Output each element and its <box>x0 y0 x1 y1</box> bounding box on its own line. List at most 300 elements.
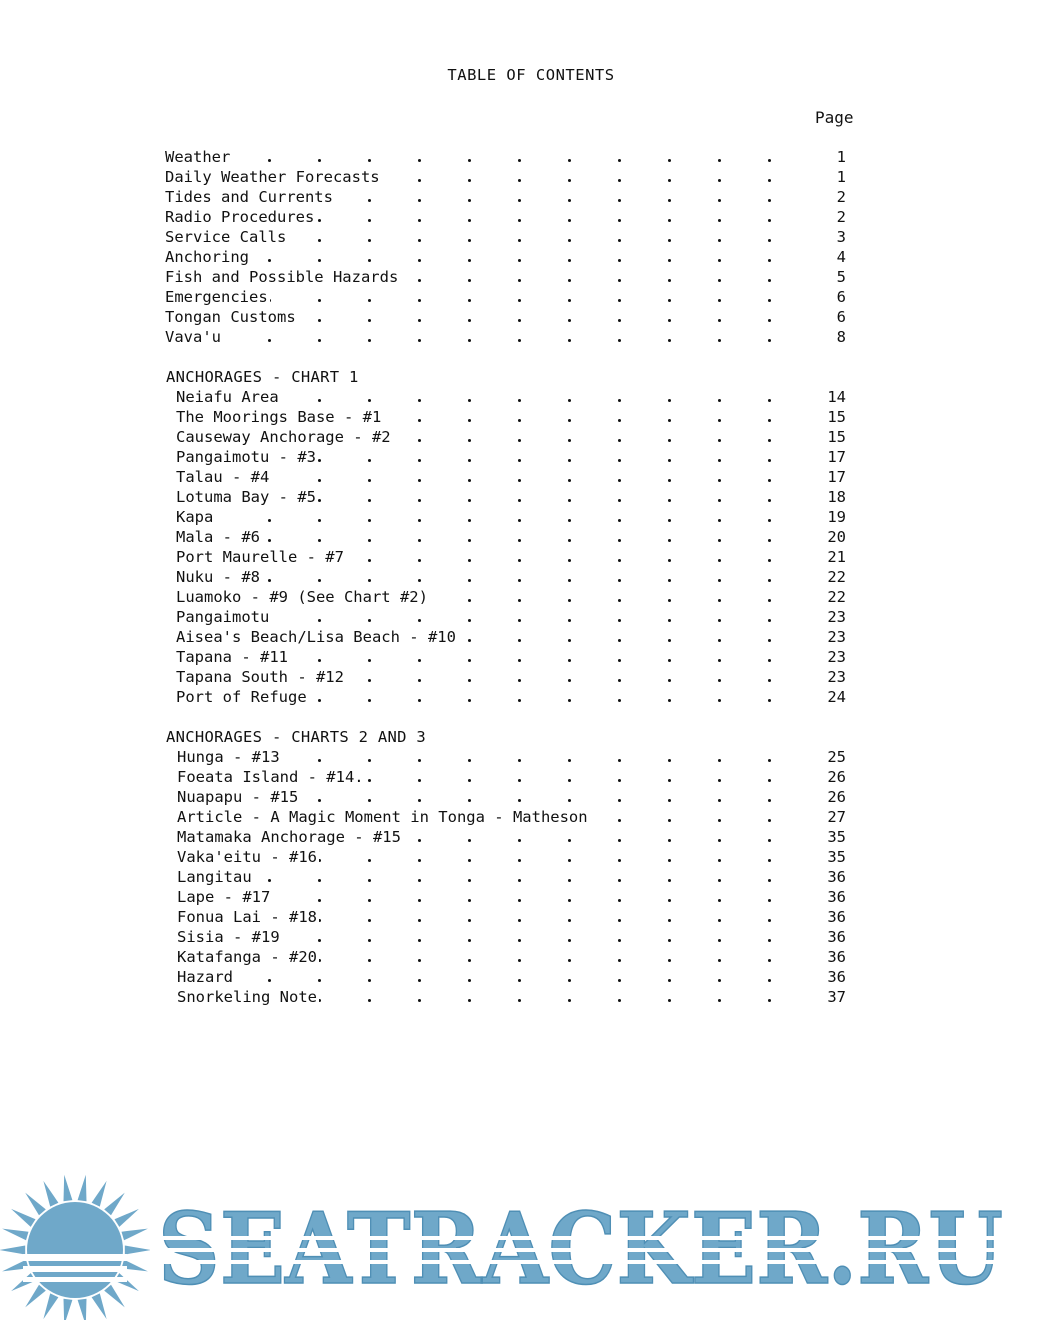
leader-dot <box>668 759 671 762</box>
leader-dot <box>768 939 771 942</box>
sun-ray <box>64 1175 73 1202</box>
leader-dot <box>268 539 271 542</box>
leader-dot <box>718 239 721 242</box>
leader-dot <box>618 899 621 902</box>
leader-dot <box>568 899 571 902</box>
leader-dot <box>418 799 421 802</box>
leader-dot <box>368 519 371 522</box>
leader-dot <box>668 619 671 622</box>
leader-dot <box>318 159 321 162</box>
leader-dot <box>718 619 721 622</box>
leader-dot <box>568 999 571 1002</box>
toc-entry-label: Tapana - #11 <box>176 648 288 666</box>
leader-dot <box>568 879 571 882</box>
leader-dot <box>718 219 721 222</box>
leader-dot <box>718 839 721 842</box>
sun-ray <box>78 1299 87 1320</box>
toc-entry-label: Fish and Possible Hazards <box>165 268 399 286</box>
toc-entry <box>0 907 1020 927</box>
leader-dot <box>618 259 621 262</box>
leader-dot <box>518 879 521 882</box>
leader-dot <box>618 759 621 762</box>
leader-dot <box>418 559 421 562</box>
leader-dot <box>668 599 671 602</box>
toc-entry-label: Causeway Anchorage - #2 <box>176 428 391 446</box>
toc-entry <box>0 327 1020 347</box>
leader-dot <box>318 319 321 322</box>
leader-dot <box>518 939 521 942</box>
leader-dots <box>268 927 788 947</box>
leader-dot <box>618 939 621 942</box>
leader-dot <box>518 699 521 702</box>
leader-dot <box>318 899 321 902</box>
leader-dot <box>418 979 421 982</box>
watermark-logo <box>0 1170 1020 1320</box>
leader-dot <box>468 339 471 342</box>
leader-dot <box>718 299 721 302</box>
leader-dot <box>618 479 621 482</box>
leader-dot <box>568 699 571 702</box>
leader-dot <box>568 859 571 862</box>
leader-dot <box>668 959 671 962</box>
leader-dot <box>718 579 721 582</box>
leader-dots <box>268 247 788 267</box>
leader-dot <box>718 179 721 182</box>
leader-dot <box>318 619 321 622</box>
sun-ray <box>43 1293 58 1319</box>
leader-dot <box>518 959 521 962</box>
toc-entry <box>0 627 1020 647</box>
leader-dot <box>768 499 771 502</box>
leader-dot <box>668 639 671 642</box>
toc-entry-label: Service Calls <box>165 228 287 246</box>
leader-dot <box>518 859 521 862</box>
leader-dot <box>318 259 321 262</box>
toc-entry-label: Tides and Currents <box>165 188 333 206</box>
leader-dot <box>568 839 571 842</box>
leader-dot <box>468 219 471 222</box>
leader-dots <box>268 447 788 467</box>
leader-dot <box>768 979 771 982</box>
leader-dot <box>718 399 721 402</box>
leader-dot <box>768 179 771 182</box>
leader-dot <box>468 939 471 942</box>
toc-entry-label: Hazard <box>177 968 233 986</box>
toc-entry <box>0 807 1020 827</box>
toc-entry <box>0 747 1020 767</box>
leader-dot <box>768 519 771 522</box>
toc-entry-page: 15 <box>827 428 846 446</box>
toc-entry <box>0 767 1020 787</box>
leader-dot <box>768 159 771 162</box>
leader-dot <box>418 499 421 502</box>
leader-dot <box>518 219 521 222</box>
leader-dot <box>518 659 521 662</box>
leader-dot <box>368 339 371 342</box>
sun-ray <box>115 1209 139 1227</box>
leader-dot <box>418 279 421 282</box>
leader-dot <box>768 919 771 922</box>
toc-entry <box>0 187 1020 207</box>
toc-entry-label: Snorkeling Note <box>177 988 317 1006</box>
sun-ray <box>92 1181 107 1207</box>
leader-dot <box>368 299 371 302</box>
sun-ray <box>125 1246 151 1255</box>
leader-dot <box>568 659 571 662</box>
leader-dot <box>768 779 771 782</box>
leader-dot <box>668 879 671 882</box>
toc-entry-page: 25 <box>827 748 846 766</box>
leader-dot <box>468 519 471 522</box>
toc-entry-page: 6 <box>836 308 846 326</box>
leader-dot <box>418 179 421 182</box>
leader-dot <box>768 599 771 602</box>
leader-dot <box>668 319 671 322</box>
leader-dot <box>618 799 621 802</box>
leader-dot <box>518 239 521 242</box>
leader-dot <box>318 979 321 982</box>
leader-dot <box>618 499 621 502</box>
leader-dot <box>418 999 421 1002</box>
leader-dot <box>668 859 671 862</box>
leader-dot <box>668 399 671 402</box>
leader-dot <box>468 399 471 402</box>
leader-dot <box>318 579 321 582</box>
leader-dot <box>718 159 721 162</box>
sun-ray <box>64 1299 73 1320</box>
leader-dot <box>468 979 471 982</box>
leader-dot <box>368 779 371 782</box>
leader-dot <box>518 559 521 562</box>
toc-entry-label: Port of Refuge <box>176 688 307 706</box>
leader-dot <box>768 539 771 542</box>
sun-ray <box>122 1229 148 1241</box>
leader-dot <box>368 579 371 582</box>
leader-dot <box>518 399 521 402</box>
leader-dot <box>368 539 371 542</box>
toc-entry-page: 22 <box>827 568 846 586</box>
toc-entry <box>0 427 1020 447</box>
leader-dot <box>518 919 521 922</box>
toc-entry-label: Nuku - #8 <box>176 568 260 586</box>
leader-dot <box>718 599 721 602</box>
leader-dot <box>418 299 421 302</box>
toc-entry-page: 17 <box>827 448 846 466</box>
leader-dot <box>768 319 771 322</box>
leader-dot <box>568 799 571 802</box>
leader-dot <box>518 259 521 262</box>
leader-dot <box>768 699 771 702</box>
leader-dot <box>418 679 421 682</box>
leader-dot <box>468 999 471 1002</box>
leader-dot <box>718 499 721 502</box>
leader-dot <box>668 179 671 182</box>
sun-ray <box>78 1175 87 1202</box>
toc-entry-label: Daily Weather Forecasts <box>165 168 380 186</box>
leader-dot <box>518 599 521 602</box>
leader-dot <box>768 479 771 482</box>
leader-dot <box>668 979 671 982</box>
leader-dot <box>468 419 471 422</box>
sun-ray <box>104 1193 125 1216</box>
sun-ray <box>25 1285 46 1308</box>
toc-entry-page: 36 <box>827 948 846 966</box>
toc-entry-page: 19 <box>827 508 846 526</box>
leader-dot <box>768 259 771 262</box>
leader-dot <box>418 899 421 902</box>
leader-dot <box>418 579 421 582</box>
leader-dot <box>318 799 321 802</box>
leader-dot <box>668 819 671 822</box>
leader-dot <box>368 999 371 1002</box>
leader-dot <box>668 659 671 662</box>
toc-entry-page: 1 <box>836 168 846 186</box>
leader-dot <box>318 699 321 702</box>
leader-dot <box>518 179 521 182</box>
leader-dot <box>668 159 671 162</box>
leader-dot <box>718 279 721 282</box>
toc-entry-page: 24 <box>827 688 846 706</box>
toc-entry-page: 27 <box>827 808 846 826</box>
sun-ray <box>25 1193 46 1216</box>
leader-dot <box>468 779 471 782</box>
toc-entry <box>0 487 1020 507</box>
toc-entry-label: Matamaka Anchorage - #15 <box>177 828 401 846</box>
toc-entry-label: Mala - #6 <box>176 528 260 546</box>
leader-dot <box>618 639 621 642</box>
leader-dot <box>468 919 471 922</box>
leader-dot <box>718 899 721 902</box>
leader-dot <box>568 639 571 642</box>
leader-dot <box>768 339 771 342</box>
leader-dot <box>418 439 421 442</box>
leader-dot <box>318 299 321 302</box>
leader-dot <box>618 699 621 702</box>
leader-dot <box>618 999 621 1002</box>
leader-dot <box>318 539 321 542</box>
leader-dot <box>318 519 321 522</box>
sun-ray <box>11 1273 35 1291</box>
leader-dots <box>268 567 788 587</box>
sun-ray <box>0 1246 25 1255</box>
toc-entry-page: 23 <box>827 628 846 646</box>
leader-dot <box>618 159 621 162</box>
page-column-label: Page <box>815 108 854 127</box>
leader-dot <box>718 819 721 822</box>
leader-dot <box>368 659 371 662</box>
leader-dot <box>768 859 771 862</box>
leader-dot <box>768 579 771 582</box>
leader-dot <box>568 419 571 422</box>
leader-dot <box>418 399 421 402</box>
leader-dot <box>768 799 771 802</box>
leader-dot <box>468 679 471 682</box>
leader-dot <box>418 959 421 962</box>
leader-dot <box>568 979 571 982</box>
leader-dot <box>368 459 371 462</box>
leader-dot <box>668 199 671 202</box>
leader-dot <box>368 239 371 242</box>
leader-dot <box>418 539 421 542</box>
leader-dot <box>518 519 521 522</box>
leader-dots <box>268 947 788 967</box>
toc-entry-page: 20 <box>827 528 846 546</box>
leader-dot <box>418 659 421 662</box>
leader-dots <box>268 547 788 567</box>
sun-ray <box>11 1209 35 1227</box>
leader-dot <box>468 619 471 622</box>
leader-dot <box>768 399 771 402</box>
leader-dot <box>768 659 771 662</box>
toc-entry <box>0 867 1020 887</box>
toc-entry-label: Lape - #17 <box>177 888 271 906</box>
leader-dot <box>768 199 771 202</box>
toc-entry <box>0 967 1020 987</box>
leader-dot <box>718 999 721 1002</box>
toc-entry-label: Neiafu Area <box>176 388 279 406</box>
leader-dots <box>268 647 788 667</box>
leader-dot <box>568 179 571 182</box>
toc-entry-label: Vaka'eitu - #16 <box>177 848 317 866</box>
toc-entry-page: 21 <box>827 548 846 566</box>
leader-dot <box>668 579 671 582</box>
leader-dot <box>518 899 521 902</box>
toc-entry-page: 23 <box>827 648 846 666</box>
leader-dot <box>668 939 671 942</box>
leader-dot <box>668 999 671 1002</box>
toc-entry-label: Fonua Lai - #18 <box>177 908 317 926</box>
leader-dot <box>418 159 421 162</box>
sun-ray <box>43 1181 58 1207</box>
leader-dot <box>568 399 571 402</box>
leader-dot <box>268 579 271 582</box>
leader-dot <box>618 819 621 822</box>
leader-dot <box>318 759 321 762</box>
leader-dots <box>268 687 788 707</box>
leader-dot <box>468 899 471 902</box>
toc-entry-label: Tongan Customs <box>165 308 296 326</box>
leader-dot <box>518 999 521 1002</box>
leader-dot <box>418 859 421 862</box>
leader-dot <box>568 199 571 202</box>
leader-dots <box>268 187 788 207</box>
leader-dot <box>418 879 421 882</box>
leader-dots <box>268 607 788 627</box>
leader-dot <box>668 279 671 282</box>
leader-dot <box>368 479 371 482</box>
toc-title: TABLE OF CONTENTS <box>447 66 615 84</box>
leader-dot <box>718 259 721 262</box>
leader-dot <box>318 339 321 342</box>
leader-dots <box>268 327 788 347</box>
leader-dot <box>668 779 671 782</box>
leader-dot <box>368 699 371 702</box>
leader-dot <box>718 199 721 202</box>
leader-dot <box>668 839 671 842</box>
leader-dot <box>368 879 371 882</box>
leader-dot <box>718 799 721 802</box>
toc-entry-page: 22 <box>827 588 846 606</box>
leader-dot <box>318 219 321 222</box>
leader-dot <box>768 899 771 902</box>
leader-dot <box>718 559 721 562</box>
leader-dot <box>568 599 571 602</box>
leader-dot <box>568 159 571 162</box>
leader-dot <box>768 299 771 302</box>
leader-dot <box>518 759 521 762</box>
leader-dot <box>768 619 771 622</box>
leader-dots <box>268 227 788 247</box>
leader-dot <box>318 239 321 242</box>
leader-dot <box>668 459 671 462</box>
leader-dot <box>368 159 371 162</box>
leader-dot <box>618 959 621 962</box>
toc-entry <box>0 387 1020 407</box>
toc-entry-page: 23 <box>827 608 846 626</box>
leader-dot <box>568 279 571 282</box>
leader-dot <box>368 679 371 682</box>
toc-entry-label: Foeata Island - #14. <box>177 768 364 786</box>
leader-dot <box>718 339 721 342</box>
toc-entry-label: Kapa <box>176 508 214 526</box>
leader-dot <box>468 319 471 322</box>
leader-dot <box>318 659 321 662</box>
leader-dot <box>618 439 621 442</box>
leader-dot <box>468 699 471 702</box>
toc-entry-page: 23 <box>827 668 846 686</box>
leader-dot <box>368 799 371 802</box>
leader-dot <box>518 299 521 302</box>
leader-dot <box>568 559 571 562</box>
leader-dot <box>768 219 771 222</box>
toc-entry <box>0 667 1020 687</box>
leader-dot <box>668 259 671 262</box>
leader-dot <box>318 939 321 942</box>
leader-dot <box>668 679 671 682</box>
toc-entry-label: Katafanga - #20 <box>177 948 317 966</box>
toc-entry-label: Aisea's Beach/Lisa Beach - #10 <box>176 628 456 646</box>
sun-ray <box>115 1273 139 1291</box>
leader-dots <box>268 867 788 887</box>
leader-dot <box>568 459 571 462</box>
leader-dot <box>468 239 471 242</box>
leader-dot <box>518 979 521 982</box>
toc-entry-page: 15 <box>827 408 846 426</box>
leader-dot <box>418 259 421 262</box>
leader-dot <box>518 779 521 782</box>
leader-dot <box>568 579 571 582</box>
section-heading: ANCHORAGES - CHART 1 <box>166 368 359 386</box>
leader-dots <box>268 887 788 907</box>
leader-dot <box>668 519 671 522</box>
leader-dot <box>618 539 621 542</box>
leader-dot <box>668 479 671 482</box>
leader-dot <box>468 459 471 462</box>
leader-dot <box>518 839 521 842</box>
leader-dot <box>468 479 471 482</box>
toc-entry <box>0 167 1020 187</box>
leader-dot <box>618 399 621 402</box>
leader-dot <box>768 879 771 882</box>
leader-dots <box>268 527 788 547</box>
leader-dot <box>318 479 321 482</box>
toc-entry-page: 36 <box>827 908 846 926</box>
leader-dot <box>468 199 471 202</box>
leader-dot <box>768 839 771 842</box>
toc-entry <box>0 227 1020 247</box>
toc-entry-label: Radio Procedures <box>165 208 315 226</box>
toc-entry-page: 17 <box>827 468 846 486</box>
